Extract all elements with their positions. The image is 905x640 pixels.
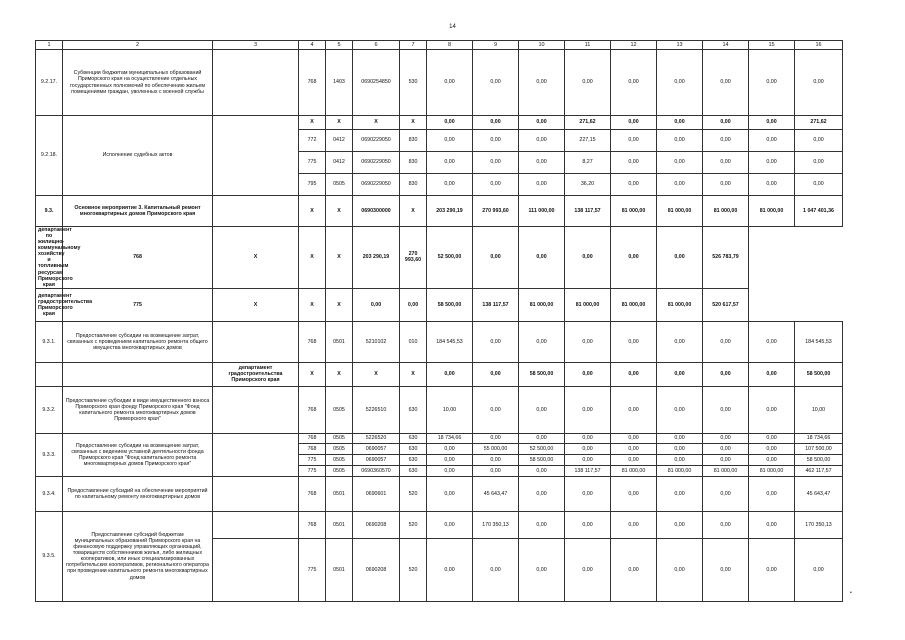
cell-c12: 0,00 bbox=[611, 386, 657, 433]
item-number: 9.3. bbox=[36, 196, 63, 227]
cell-c4: 772 bbox=[299, 130, 326, 152]
cell-c5: 0501 bbox=[326, 511, 353, 538]
column-header: 15 bbox=[749, 41, 795, 50]
cell-c13: 0,00 bbox=[657, 538, 703, 601]
executor bbox=[213, 196, 299, 227]
cell-c16: 107 500,00 bbox=[795, 443, 843, 454]
item-name: Предоставление субсидии в виде имущественного взноса Приморского края фонду Приморского края "Фонд капитального ремонта многоквартирных домов Приморского края" bbox=[63, 386, 213, 433]
cell-c9: 270 993,60 bbox=[473, 196, 519, 227]
cell-c13: 0,00 bbox=[657, 152, 703, 174]
cell-c4: 775 bbox=[299, 454, 326, 465]
cell-c10: 0,00 bbox=[519, 476, 565, 511]
cell-c5: X bbox=[326, 116, 353, 130]
cell-c5: 0505 bbox=[326, 465, 353, 476]
cell-c14: 0,00 bbox=[703, 454, 749, 465]
cell-c9: 270 993,60 bbox=[400, 227, 427, 289]
cell-c7: 630 bbox=[400, 454, 427, 465]
cell-c9: 0,00 bbox=[400, 288, 427, 321]
cell-c7: 530 bbox=[400, 50, 427, 116]
cell-c10: 0,00 bbox=[519, 152, 565, 174]
cell-c7: 630 bbox=[400, 443, 427, 454]
cell-c7: X bbox=[400, 116, 427, 130]
cell-c8: 0,00 bbox=[427, 443, 473, 454]
cell-c16: 1 047 401,36 bbox=[795, 196, 843, 227]
cell-c13: 0,00 bbox=[657, 433, 703, 443]
cell-c5: X bbox=[326, 196, 353, 227]
cell-c6: 0690208 bbox=[353, 511, 400, 538]
column-header: 12 bbox=[611, 41, 657, 50]
cell-c6: 0690254850 bbox=[353, 50, 400, 116]
cell-c14: 0,00 bbox=[703, 174, 749, 196]
item-number: 9.3.2. bbox=[36, 386, 63, 433]
page-mark: • bbox=[850, 590, 852, 596]
cell-c10: 0,00 bbox=[519, 433, 565, 443]
item-number: 9.3.3. bbox=[36, 433, 63, 476]
cell-c16: 10,00 bbox=[795, 386, 843, 433]
cell-c5: 0505 bbox=[326, 454, 353, 465]
cell-c8: 203 290,19 bbox=[353, 227, 400, 289]
cell-c11: 138 117,57 bbox=[565, 465, 611, 476]
table-row bbox=[36, 386, 843, 433]
cell-c14: 0,00 bbox=[703, 50, 749, 116]
cell-c10: 111 000,00 bbox=[519, 196, 565, 227]
cell-c4: 775 bbox=[63, 288, 213, 321]
cell-c4: X bbox=[299, 116, 326, 130]
cell-c13: 0,00 bbox=[657, 476, 703, 511]
item-number: 9.3.1. bbox=[36, 321, 63, 362]
executor bbox=[213, 476, 299, 511]
cell-c16: 0,00 bbox=[795, 152, 843, 174]
cell-c16: 271,62 bbox=[795, 116, 843, 130]
cell-c10: 52 500,00 bbox=[427, 227, 473, 289]
cell-c10: 58 500,00 bbox=[519, 454, 565, 465]
cell-c12: 0,00 bbox=[611, 50, 657, 116]
column-header: 10 bbox=[519, 41, 565, 50]
cell-c5: 0505 bbox=[326, 386, 353, 433]
column-header: 5 bbox=[326, 41, 353, 50]
cell-c14: 81 000,00 bbox=[611, 288, 657, 321]
cell-c13: 0,00 bbox=[657, 50, 703, 116]
cell-c11: 227,15 bbox=[565, 130, 611, 152]
column-header: 3 bbox=[213, 41, 299, 50]
cell-c10: 0,00 bbox=[519, 130, 565, 152]
cell-c4: 768 bbox=[299, 386, 326, 433]
column-header: 1 bbox=[36, 41, 63, 50]
cell-c11: 0,00 bbox=[565, 511, 611, 538]
cell-c6: X bbox=[299, 227, 326, 289]
cell-c15: 0,00 bbox=[749, 50, 795, 116]
cell-c12: 0,00 bbox=[611, 433, 657, 443]
cell-c16: 58 500,00 bbox=[795, 362, 843, 386]
cell-c14: 0,00 bbox=[703, 362, 749, 386]
cell-c11: 0,00 bbox=[565, 443, 611, 454]
cell-c6: 0690300000 bbox=[353, 196, 400, 227]
cell-c4: X bbox=[299, 196, 326, 227]
cell-c13: 0,00 bbox=[565, 227, 611, 289]
cell-c7: 520 bbox=[400, 538, 427, 601]
cell-c12: 0,00 bbox=[611, 321, 657, 362]
item-name: Исполнение судебных актов bbox=[63, 116, 213, 196]
cell-c11: 138 117,57 bbox=[565, 196, 611, 227]
cell-c14: 0,00 bbox=[703, 443, 749, 454]
executor bbox=[213, 386, 299, 433]
cell-c8: 203 290,19 bbox=[427, 196, 473, 227]
cell-c12: 0,00 bbox=[519, 227, 565, 289]
cell-c9: 0,00 bbox=[473, 538, 519, 601]
item-name: Предоставление субсидии на возмещение затрат, связанных с проведением капитального ремонта общего имущества многоквартирных домов bbox=[63, 321, 213, 362]
cell-c9: 0,00 bbox=[473, 50, 519, 116]
cell-c14: 0,00 bbox=[703, 476, 749, 511]
cell-c5: X bbox=[213, 288, 299, 321]
item-name bbox=[63, 511, 213, 601]
cell-c8: 0,00 bbox=[427, 152, 473, 174]
cell-c10: 0,00 bbox=[519, 50, 565, 116]
cell-c9: 0,00 bbox=[473, 362, 519, 386]
cell-c16: 18 734,66 bbox=[795, 433, 843, 443]
cell-c9: 0,00 bbox=[473, 116, 519, 130]
cell-c4: 768 bbox=[299, 50, 326, 116]
cell-c8: 18 734,66 bbox=[427, 433, 473, 443]
cell-c11: 138 117,57 bbox=[473, 288, 519, 321]
column-header: 14 bbox=[703, 41, 749, 50]
cell-c12: 0,00 bbox=[611, 454, 657, 465]
cell-c7: 520 bbox=[400, 476, 427, 511]
cell-c11: 8,27 bbox=[565, 152, 611, 174]
cell-c6: 0690057 bbox=[353, 454, 400, 465]
cell-c15: 0,00 bbox=[749, 130, 795, 152]
item-name bbox=[63, 362, 213, 386]
cell-c15: 0,00 bbox=[749, 116, 795, 130]
cell-c9: 55 000,00 bbox=[473, 443, 519, 454]
cell-c16: 520 617,57 bbox=[703, 288, 749, 321]
cell-c14: 0,00 bbox=[703, 511, 749, 538]
cell-c4: 768 bbox=[299, 433, 326, 443]
cell-c15: 0,00 bbox=[749, 476, 795, 511]
cell-c12: 0,00 bbox=[611, 476, 657, 511]
cell-c6: 0690229050 bbox=[353, 174, 400, 196]
cell-c8: 0,00 bbox=[427, 362, 473, 386]
cell-c14: 81 000,00 bbox=[703, 196, 749, 227]
executor bbox=[213, 321, 299, 362]
cell-c5: 0505 bbox=[326, 174, 353, 196]
cell-c7: X bbox=[326, 227, 353, 289]
cell-c12: 0,00 bbox=[611, 511, 657, 538]
cell-c14: 0,00 bbox=[703, 386, 749, 433]
cell-c7: X bbox=[400, 362, 427, 386]
cell-c16: 526 783,79 bbox=[703, 227, 749, 289]
cell-c11: 0,00 bbox=[565, 476, 611, 511]
cell-c8: 0,00 bbox=[353, 288, 400, 321]
item-name-text: муниципальных образований Приморского края на финансовую поддержку управляющих организаций, товариществ собственников жилья, либо жилищных кооперативов, или иных специализированных потребительских кооперативов, регионального оператора при проведении капитального ремонта многоквартирных домов bbox=[66, 538, 209, 581]
cell-c13: 0,00 bbox=[657, 130, 703, 152]
cell-c9: 0,00 bbox=[473, 386, 519, 433]
column-header: 2 bbox=[63, 41, 213, 50]
cell-c8: 0,00 bbox=[427, 454, 473, 465]
cell-c4: 775 bbox=[299, 465, 326, 476]
cell-c7: 830 bbox=[400, 130, 427, 152]
cell-c8: 0,00 bbox=[427, 476, 473, 511]
column-header: 7 bbox=[400, 41, 427, 50]
table-row bbox=[36, 511, 843, 538]
item-number: 9.3.5. bbox=[36, 511, 63, 601]
item-name: Основное мероприятие 3. Капитальный ремонт многоквартирных домов Приморского края bbox=[63, 196, 213, 227]
executor: департамент градостроительства Приморского края bbox=[36, 288, 63, 321]
cell-c8: 184 545,53 bbox=[427, 321, 473, 362]
cell-c5: 0412 bbox=[326, 130, 353, 152]
cell-c11: 0,00 bbox=[565, 321, 611, 362]
cell-c7: 520 bbox=[400, 511, 427, 538]
cell-c8: 0,00 bbox=[427, 538, 473, 601]
page-number: 14 bbox=[449, 24, 456, 30]
column-header: 11 bbox=[565, 41, 611, 50]
cell-c14: 0,00 bbox=[703, 321, 749, 362]
executor bbox=[213, 50, 299, 116]
cell-c8: 0,00 bbox=[427, 130, 473, 152]
cell-c14: 0,00 bbox=[611, 227, 657, 289]
cell-c11: 271,62 bbox=[565, 116, 611, 130]
table-row bbox=[36, 227, 843, 289]
column-header: 6 bbox=[353, 41, 400, 50]
cell-c5: X bbox=[326, 362, 353, 386]
cell-c6: X bbox=[353, 116, 400, 130]
cell-c11: 0,00 bbox=[565, 454, 611, 465]
cell-c15: 81 000,00 bbox=[749, 196, 795, 227]
item-name: Предоставление субсидий на обеспечение мероприятий по капитальному ремонту многоквартирных домов bbox=[63, 476, 213, 511]
item-name: Субвенции бюджетам муниципальных образований Приморского края на осуществление отдельных государственных полномочий по обеспечению жильем помещениями граждан, уволенных с военной службы bbox=[63, 50, 213, 116]
cell-c8: 0,00 bbox=[427, 465, 473, 476]
cell-c10: 58 500,00 bbox=[427, 288, 473, 321]
cell-c9: 0,00 bbox=[473, 433, 519, 443]
cell-c5: 0501 bbox=[326, 321, 353, 362]
cell-c6: 0690208 bbox=[353, 538, 400, 601]
cell-c10: 52 500,00 bbox=[519, 443, 565, 454]
executor: департамент по жилищно-коммунальному хозяйству и топливным ресурсам Приморского края bbox=[36, 227, 63, 289]
cell-c14: 81 000,00 bbox=[703, 465, 749, 476]
cell-c5: 0505 bbox=[326, 433, 353, 443]
cell-c8: 0,00 bbox=[427, 174, 473, 196]
cell-c10: 58 500,00 bbox=[519, 362, 565, 386]
cell-c7: X bbox=[326, 288, 353, 321]
cell-c15: 0,00 bbox=[749, 443, 795, 454]
executor bbox=[213, 433, 299, 476]
cell-c15: 0,00 bbox=[749, 511, 795, 538]
cell-c4: 768 bbox=[63, 227, 213, 289]
cell-c6: 0690229050 bbox=[353, 152, 400, 174]
cell-c13: 0,00 bbox=[657, 443, 703, 454]
cell-c8: 0,00 bbox=[427, 50, 473, 116]
cell-c7: 830 bbox=[400, 152, 427, 174]
cell-c7: 010 bbox=[400, 321, 427, 362]
cell-c4: X bbox=[299, 362, 326, 386]
cell-c14: 0,00 bbox=[703, 152, 749, 174]
cell-c6: X bbox=[353, 362, 400, 386]
cell-c4: 768 bbox=[299, 443, 326, 454]
cell-c9: 170 350,13 bbox=[473, 511, 519, 538]
cell-c12: 0,00 bbox=[611, 116, 657, 130]
cell-c13: 81 000,00 bbox=[657, 465, 703, 476]
cell-c12: 0,00 bbox=[611, 152, 657, 174]
cell-c11: 0,00 bbox=[565, 386, 611, 433]
cell-c5: 1403 bbox=[326, 50, 353, 116]
cell-c4: 768 bbox=[299, 511, 326, 538]
cell-c11: 0,00 bbox=[565, 362, 611, 386]
cell-c14: 0,00 bbox=[703, 116, 749, 130]
cell-c11: 0,00 bbox=[565, 50, 611, 116]
table-row bbox=[36, 362, 843, 386]
cell-c12: 81 000,00 bbox=[519, 288, 565, 321]
cell-c10: 0,00 bbox=[519, 174, 565, 196]
cell-c4: 775 bbox=[299, 152, 326, 174]
cell-c10: 0,00 bbox=[519, 538, 565, 601]
cell-c6: 0690057 bbox=[353, 443, 400, 454]
cell-c6: X bbox=[299, 288, 326, 321]
item-name: Предоставление субсидии на возмещение затрат, связанных с ведением уставной деятельности фонда Приморского края "Фонд капитального ремонта многоквартирных домов Приморского края" bbox=[63, 433, 213, 476]
cell-c16: 58 500,00 bbox=[795, 454, 843, 465]
cell-c6: 5226510 bbox=[353, 386, 400, 433]
cell-c12: 0,00 bbox=[611, 174, 657, 196]
cell-c15: 81 000,00 bbox=[749, 465, 795, 476]
cell-c13: 0,00 bbox=[657, 174, 703, 196]
budget-table bbox=[35, 40, 843, 602]
cell-c5: 0501 bbox=[326, 538, 353, 601]
cell-c16: 170 350,13 bbox=[795, 511, 843, 538]
column-header: 9 bbox=[473, 41, 519, 50]
cell-c16: 0,00 bbox=[795, 538, 843, 601]
cell-c11: 0,00 bbox=[565, 538, 611, 601]
cell-c12: 0,00 bbox=[611, 538, 657, 601]
header-row bbox=[36, 41, 843, 50]
cell-c7: 630 bbox=[400, 433, 427, 443]
cell-c15: 0,00 bbox=[749, 174, 795, 196]
cell-c10: 0,00 bbox=[519, 386, 565, 433]
table-row bbox=[36, 321, 843, 362]
cell-c16: 0,00 bbox=[795, 130, 843, 152]
cell-c11: 0,00 bbox=[565, 433, 611, 443]
table-row bbox=[36, 196, 843, 227]
cell-c9: 45 643,47 bbox=[473, 476, 519, 511]
cell-c16: 0,00 bbox=[795, 50, 843, 116]
cell-c6: 0690360570 bbox=[353, 465, 400, 476]
executor bbox=[213, 511, 299, 538]
cell-c16: 184 545,53 bbox=[795, 321, 843, 362]
cell-c13: 0,00 bbox=[657, 511, 703, 538]
cell-c14: 0,00 bbox=[703, 433, 749, 443]
cell-c11: 0,00 bbox=[473, 227, 519, 289]
cell-c9: 0,00 bbox=[473, 465, 519, 476]
cell-c13: 0,00 bbox=[657, 116, 703, 130]
cell-c7: 630 bbox=[400, 465, 427, 476]
cell-c13: 0,00 bbox=[657, 362, 703, 386]
cell-c10: 0,00 bbox=[519, 465, 565, 476]
cell-c9: 0,00 bbox=[473, 321, 519, 362]
cell-c6: 0690601 bbox=[353, 476, 400, 511]
cell-c10: 0,00 bbox=[519, 116, 565, 130]
table-row bbox=[36, 433, 843, 443]
cell-c7: 630 bbox=[400, 386, 427, 433]
cell-c10: 0,00 bbox=[519, 321, 565, 362]
cell-c13: 81 000,00 bbox=[565, 288, 611, 321]
cell-c6: 0690229050 bbox=[353, 130, 400, 152]
column-header: 4 bbox=[299, 41, 326, 50]
cell-c4: 768 bbox=[299, 321, 326, 362]
cell-c4: 768 bbox=[299, 476, 326, 511]
item-number: 9.2.18. bbox=[36, 116, 63, 196]
cell-c5: 0412 bbox=[326, 152, 353, 174]
cell-c12: 0,00 bbox=[611, 362, 657, 386]
cell-c8: 0,00 bbox=[427, 511, 473, 538]
executor bbox=[213, 538, 299, 601]
cell-c14: 0,00 bbox=[703, 538, 749, 601]
cell-c15: 0,00 bbox=[749, 454, 795, 465]
cell-c12: 0,00 bbox=[611, 443, 657, 454]
cell-c16: 0,00 bbox=[795, 174, 843, 196]
item-number: 9.2.17. bbox=[36, 50, 63, 116]
cell-c5: X bbox=[213, 227, 299, 289]
cell-c15: 0,00 bbox=[749, 538, 795, 601]
table-row bbox=[36, 476, 843, 511]
cell-c8: 0,00 bbox=[427, 116, 473, 130]
item-number: 9.3.4. bbox=[36, 476, 63, 511]
cell-c13: 0,00 bbox=[657, 386, 703, 433]
cell-c13: 81 000,00 bbox=[657, 196, 703, 227]
cell-c7: 830 bbox=[400, 174, 427, 196]
column-header: 8 bbox=[427, 41, 473, 50]
cell-c9: 0,00 bbox=[473, 152, 519, 174]
cell-c15: 0,00 bbox=[749, 152, 795, 174]
table-row bbox=[36, 116, 843, 130]
column-header: 16 bbox=[795, 41, 843, 50]
cell-c5: 0505 bbox=[326, 443, 353, 454]
item-number bbox=[36, 362, 63, 386]
cell-c15: 81 000,00 bbox=[657, 288, 703, 321]
cell-c15: 0,00 bbox=[749, 321, 795, 362]
cell-c13: 0,00 bbox=[657, 454, 703, 465]
cell-c15: 0,00 bbox=[657, 227, 703, 289]
table-body bbox=[36, 41, 843, 602]
table-row bbox=[36, 288, 843, 321]
cell-c16: 45 643,47 bbox=[795, 476, 843, 511]
cell-c15: 0,00 bbox=[749, 433, 795, 443]
cell-c13: 0,00 bbox=[657, 321, 703, 362]
table-row bbox=[36, 50, 843, 116]
cell-c8: 10,00 bbox=[427, 386, 473, 433]
cell-c7: X bbox=[400, 196, 427, 227]
cell-c15: 0,00 bbox=[749, 386, 795, 433]
cell-c11: 36,20 bbox=[565, 174, 611, 196]
executor: департамент градостроительства Приморского края bbox=[213, 362, 299, 386]
cell-c16: 462 117,57 bbox=[795, 465, 843, 476]
cell-c4: 775 bbox=[299, 538, 326, 601]
cell-c9: 0,00 bbox=[473, 130, 519, 152]
cell-c12: 81 000,00 bbox=[611, 465, 657, 476]
cell-c10: 0,00 bbox=[519, 511, 565, 538]
cell-c9: 0,00 bbox=[473, 174, 519, 196]
cell-c5: 0501 bbox=[326, 476, 353, 511]
cell-c4: 795 bbox=[299, 174, 326, 196]
cell-c14: 0,00 bbox=[703, 130, 749, 152]
item-name-heading: Предоставление субсидий бюджетам bbox=[91, 531, 184, 538]
column-header: 13 bbox=[657, 41, 703, 50]
cell-c12: 0,00 bbox=[611, 130, 657, 152]
cell-c9: 0,00 bbox=[473, 454, 519, 465]
cell-c15: 0,00 bbox=[749, 362, 795, 386]
cell-c6: 5226520 bbox=[353, 433, 400, 443]
cell-c6: 5210102 bbox=[353, 321, 400, 362]
executor bbox=[213, 116, 299, 196]
cell-c12: 81 000,00 bbox=[611, 196, 657, 227]
